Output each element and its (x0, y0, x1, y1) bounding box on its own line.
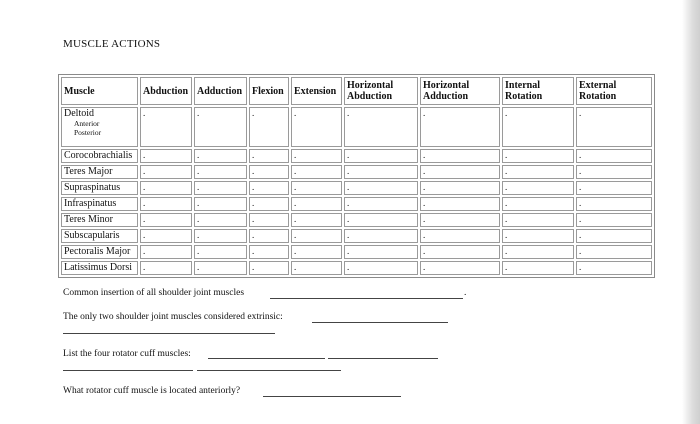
cell-mark: . (252, 166, 255, 176)
header-internal-rotation: Internal Rotation (502, 77, 574, 105)
cell-mark: . (423, 182, 426, 192)
muscle-name: Teres Minor (61, 213, 138, 227)
cell-mark: . (505, 108, 508, 118)
action-cell[interactable] (249, 197, 289, 211)
cell-mark: . (505, 230, 508, 240)
cell-mark: . (143, 214, 146, 224)
header-abduction: Abduction (140, 77, 192, 105)
action-cell[interactable] (344, 107, 418, 147)
muscle-actions-table (58, 74, 655, 278)
answer-blank-rotator-2[interactable] (328, 358, 438, 359)
page-title: MUSCLE ACTIONS (63, 38, 161, 50)
action-cell[interactable] (291, 165, 342, 179)
cell-mark: . (423, 230, 426, 240)
cell-mark: . (347, 150, 350, 160)
cell-mark: . (505, 166, 508, 176)
cell-mark: . (143, 246, 146, 256)
table-row (61, 197, 652, 211)
table-row (61, 213, 652, 227)
cell-mark: . (505, 198, 508, 208)
action-cell[interactable] (502, 213, 574, 227)
action-cell[interactable] (344, 165, 418, 179)
muscle-name: Infraspinatus (61, 197, 138, 211)
action-cell[interactable] (502, 165, 574, 179)
cell-mark: . (347, 246, 350, 256)
cell-mark: . (294, 230, 297, 240)
cell-mark: . (252, 198, 255, 208)
action-cell[interactable] (194, 213, 247, 227)
action-cell[interactable] (502, 181, 574, 195)
action-cell[interactable] (576, 261, 652, 275)
cell-mark: . (294, 198, 297, 208)
muscle-name: Subscapularis (61, 229, 138, 243)
header-extension: Extension (291, 77, 342, 105)
cell-mark: . (423, 198, 426, 208)
action-cell[interactable] (249, 149, 289, 163)
action-cell[interactable] (140, 165, 192, 179)
cell-mark: . (579, 108, 582, 118)
header-row (61, 77, 652, 105)
answer-blank-rotator-4[interactable] (197, 370, 341, 371)
cell-mark: . (197, 198, 200, 208)
action-cell[interactable] (576, 149, 652, 163)
cell-mark: . (579, 166, 582, 176)
cell-mark: . (505, 262, 508, 272)
cell-mark: . (197, 182, 200, 192)
header-horizontal-adduction: Horizontal Adduction (420, 77, 500, 105)
cell-mark: . (252, 150, 255, 160)
action-cell[interactable] (140, 261, 192, 275)
cell-mark: . (505, 246, 508, 256)
action-cell[interactable] (420, 181, 500, 195)
action-cell[interactable] (420, 197, 500, 211)
action-cell[interactable] (420, 165, 500, 179)
answer-blank-rotator-3[interactable] (63, 370, 193, 371)
cell-mark: . (143, 108, 146, 118)
action-cell[interactable] (344, 261, 418, 275)
cell-mark: . (143, 182, 146, 192)
action-cell[interactable] (502, 107, 574, 147)
cell-mark: . (423, 246, 426, 256)
answer-blank-anterior-rotator[interactable] (263, 396, 401, 397)
muscle-name: Teres Major (61, 165, 138, 179)
action-cell[interactable] (194, 107, 247, 147)
cell-mark: . (197, 214, 200, 224)
muscle-name: Pectoralis Major (61, 245, 138, 259)
action-cell[interactable] (140, 149, 192, 163)
cell-mark: . (294, 108, 297, 118)
action-cell[interactable] (502, 245, 574, 259)
cell-mark: . (197, 230, 200, 240)
action-cell[interactable] (576, 245, 652, 259)
cell-mark: . (143, 150, 146, 160)
answer-blank-common-insertion[interactable] (270, 298, 463, 299)
muscle-name: Corocobrachialis (61, 149, 138, 163)
table-row (61, 245, 652, 259)
header-muscle: Muscle (61, 77, 138, 105)
cell-mark: . (347, 182, 350, 192)
cell-mark: . (294, 166, 297, 176)
action-cell[interactable] (140, 229, 192, 243)
cell-mark: . (252, 246, 255, 256)
question-end-period: . (464, 288, 467, 298)
cell-mark: . (294, 214, 297, 224)
cell-mark: . (347, 214, 350, 224)
cell-mark: . (579, 150, 582, 160)
action-cell[interactable] (291, 213, 342, 227)
question-rotator-cuff-list: List the four rotator cuff muscles: (63, 349, 191, 359)
action-cell[interactable] (576, 165, 652, 179)
action-cell[interactable] (140, 181, 192, 195)
action-cell[interactable] (291, 149, 342, 163)
cell-mark: . (143, 166, 146, 176)
table-row (61, 165, 652, 179)
muscle-name: Deltoid (64, 108, 94, 119)
action-cell[interactable] (502, 229, 574, 243)
action-cell[interactable] (249, 165, 289, 179)
cell-mark: . (579, 262, 582, 272)
action-cell[interactable] (420, 229, 500, 243)
question-common-insertion: Common insertion of all shoulder joint muscles (63, 288, 245, 298)
action-cell[interactable] (576, 213, 652, 227)
cell-mark: . (197, 246, 200, 256)
action-cell[interactable] (249, 213, 289, 227)
cell-mark: . (294, 246, 297, 256)
header-horizontal-abduction: Horizontal Abduction (344, 77, 418, 105)
action-cell[interactable] (194, 229, 247, 243)
cell-mark: . (252, 262, 255, 272)
action-cell[interactable] (502, 261, 574, 275)
cell-mark: . (347, 108, 350, 118)
cell-mark: . (423, 262, 426, 272)
question-extrinsic-muscles: The only two shoulder joint muscles considered extrinsic: (63, 312, 283, 322)
cell-mark: . (423, 166, 426, 176)
cell-mark: . (252, 230, 255, 240)
table-row (61, 229, 652, 243)
deltoid-part-anterior: Anterior (74, 119, 100, 128)
action-cell[interactable] (344, 229, 418, 243)
table-body (61, 107, 652, 275)
question-anterior-rotator-cuff: What rotator cuff muscle is located anteriorly? (63, 386, 241, 396)
action-cell[interactable] (344, 213, 418, 227)
cell-mark: . (505, 150, 508, 160)
cell-mark: . (347, 230, 350, 240)
cell-mark: . (347, 166, 350, 176)
cell-mark: . (423, 150, 426, 160)
action-cell[interactable] (194, 181, 247, 195)
cell-mark: . (294, 150, 297, 160)
table-row (61, 149, 652, 163)
action-cell[interactable] (420, 245, 500, 259)
action-cell[interactable] (344, 245, 418, 259)
page-edge-shadow (682, 0, 700, 424)
action-cell[interactable] (140, 197, 192, 211)
action-cell[interactable] (249, 245, 289, 259)
cell-mark: . (505, 214, 508, 224)
action-cell[interactable] (576, 197, 652, 211)
action-cell[interactable] (420, 213, 500, 227)
cell-mark: . (579, 246, 582, 256)
header-external-rotation: External Rotation (576, 77, 652, 105)
cell-mark: . (197, 262, 200, 272)
action-cell[interactable] (194, 245, 247, 259)
action-cell[interactable] (249, 229, 289, 243)
muscle-name: Supraspinatus (61, 181, 138, 195)
action-cell[interactable] (291, 107, 342, 147)
deltoid-part-posterior: Posterior (74, 128, 102, 137)
cell-mark: . (294, 182, 297, 192)
action-cell[interactable] (291, 245, 342, 259)
answer-blank-extrinsic-1[interactable] (312, 322, 448, 323)
action-cell[interactable] (194, 197, 247, 211)
table-row-deltoid (61, 107, 652, 147)
cell-mark: . (579, 230, 582, 240)
cell-mark: . (347, 198, 350, 208)
cell-mark: . (252, 214, 255, 224)
action-cell[interactable] (194, 261, 247, 275)
header-adduction: Adduction (194, 77, 247, 105)
action-cell[interactable] (420, 107, 500, 147)
action-cell[interactable] (502, 197, 574, 211)
header-flexion: Flexion (249, 77, 289, 105)
action-cell[interactable] (249, 261, 289, 275)
cell-mark: . (143, 198, 146, 208)
cell-mark: . (197, 150, 200, 160)
action-cell[interactable] (576, 229, 652, 243)
cell-mark: . (197, 108, 200, 118)
cell-mark: . (143, 262, 146, 272)
action-cell[interactable] (194, 165, 247, 179)
cell-mark: . (505, 182, 508, 192)
action-cell[interactable] (420, 149, 500, 163)
action-cell[interactable] (249, 181, 289, 195)
action-cell[interactable] (344, 181, 418, 195)
cell-mark: . (579, 214, 582, 224)
answer-blank-rotator-1[interactable] (208, 358, 325, 359)
cell-mark: . (294, 262, 297, 272)
cell-mark: . (252, 182, 255, 192)
action-cell[interactable] (344, 149, 418, 163)
table-row (61, 261, 652, 275)
action-cell[interactable] (502, 149, 574, 163)
cell-mark: . (579, 198, 582, 208)
cell-mark: . (347, 262, 350, 272)
muscle-cell (61, 107, 138, 147)
cell-mark: . (423, 108, 426, 118)
table-row (61, 181, 652, 195)
cell-mark: . (579, 182, 582, 192)
action-cell[interactable] (344, 197, 418, 211)
action-cell[interactable] (291, 181, 342, 195)
action-cell[interactable] (140, 107, 192, 147)
action-cell[interactable] (249, 107, 289, 147)
answer-blank-extrinsic-2[interactable] (63, 333, 275, 334)
action-cell[interactable] (420, 261, 500, 275)
cell-mark: . (252, 108, 255, 118)
action-cell[interactable] (576, 107, 652, 147)
action-cell[interactable] (194, 149, 247, 163)
cell-mark: . (143, 230, 146, 240)
action-cell[interactable] (291, 261, 342, 275)
action-cell[interactable] (576, 181, 652, 195)
action-cell[interactable] (140, 245, 192, 259)
cell-mark: . (197, 166, 200, 176)
action-cell[interactable] (291, 229, 342, 243)
cell-mark: . (423, 214, 426, 224)
muscle-name: Latissimus Dorsi (61, 261, 138, 275)
action-cell[interactable] (291, 197, 342, 211)
action-cell[interactable] (140, 213, 192, 227)
